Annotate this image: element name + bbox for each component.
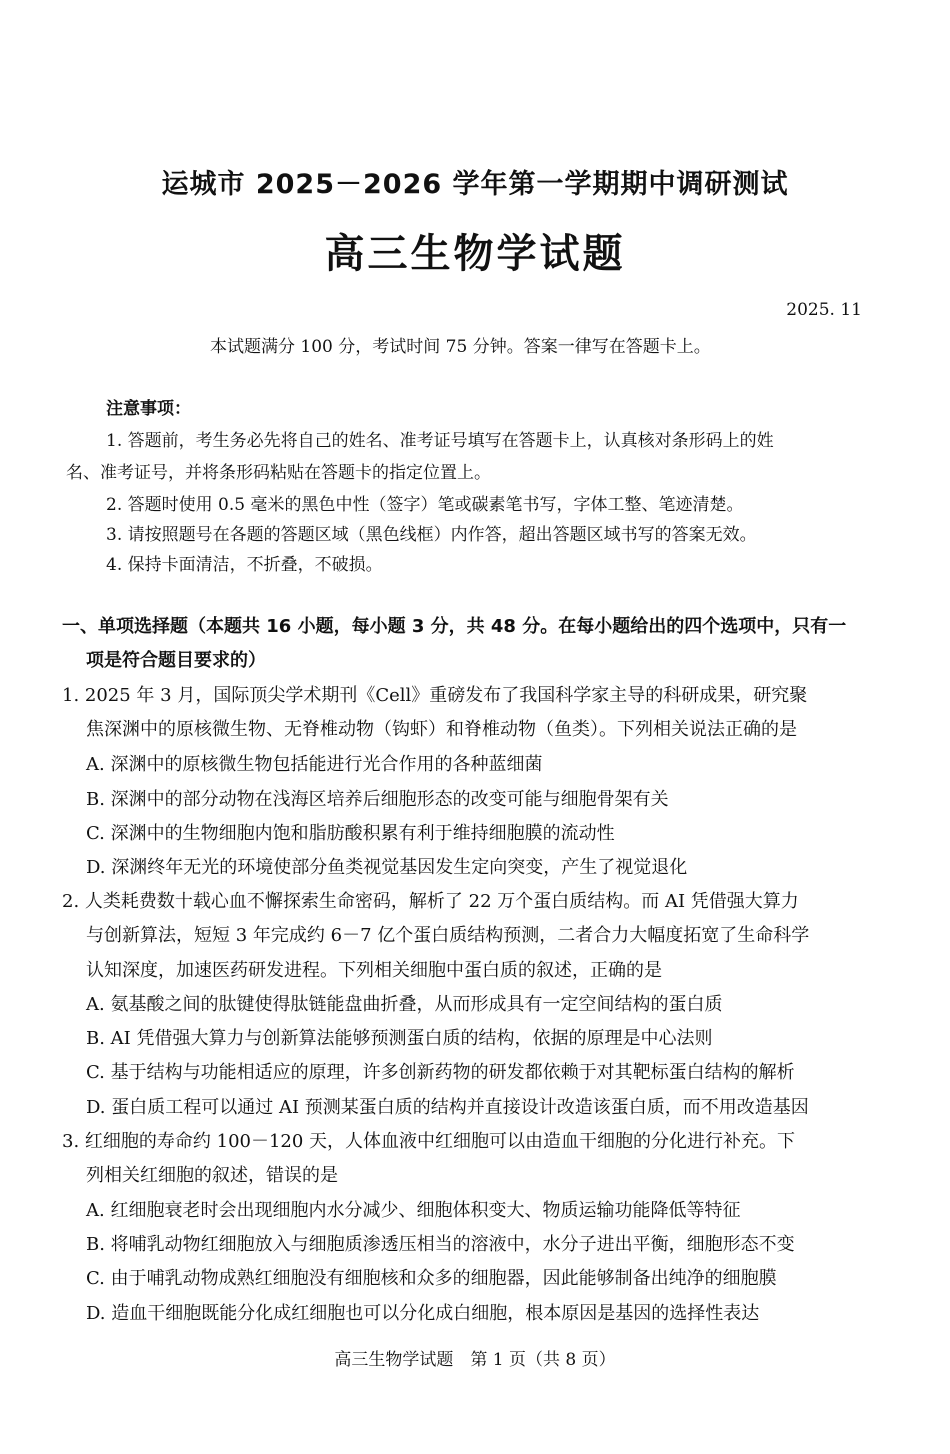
- question-2-option-a: A. 氨基酸之间的肽键使得肽链能盘曲折叠，从而形成具有一定空间结构的蛋白质: [86, 994, 723, 1015]
- section-heading-cont: 项是符合题目要求的）: [86, 650, 266, 671]
- page-footer: 高三生物学试题 第 1 页（共 8 页）: [334, 1350, 616, 1370]
- notice-line: 名、准考证号，并将条形码粘贴在答题卡的指定位置上。: [66, 463, 491, 483]
- notice-line: 3. 请按照题号在各题的答题区域（黑色线框）内作答，超出答题区域书写的答案无效。: [106, 525, 757, 545]
- notice-line: 4. 保持卡面清洁，不折叠，不破损。: [106, 555, 383, 575]
- question-3-option-a: A. 红细胞衰老时会出现细胞内水分减少、细胞体积变大、物质运输功能降低等特征: [86, 1200, 741, 1221]
- question-1-option-a: A. 深渊中的原核微生物包括能进行光合作用的各种蓝细菌: [86, 754, 543, 775]
- question-3-stem-cont: 列相关红细胞的叙述，错误的是: [86, 1165, 338, 1186]
- notice-line: 1. 答题前，考生务必先将自己的姓名、准考证号填写在答题卡上，认真核对条形码上的姓: [106, 431, 774, 451]
- question-1-option-d: D. 深渊终年无光的环境使部分鱼类视觉基因发生定向突变，产生了视觉退化: [86, 857, 688, 878]
- exam-title-line1: 运城市 2025－2026 学年第一学期期中调研测试: [161, 169, 789, 200]
- question-1-stem-cont: 焦深渊中的原核微生物、无脊椎动物（钩虾）和脊椎动物（鱼类）。下列相关说法正确的是: [86, 719, 797, 740]
- question-3-option-c: C. 由于哺乳动物成熟红细胞没有细胞核和众多的细胞器，因此能够制备出纯净的细胞膜: [86, 1268, 777, 1289]
- question-2-stem: 2. 人类耗费数十载心血不懈探索生命密码，解析了 22 万个蛋白质结构。而 AI 凭借强大算力: [62, 891, 799, 912]
- question-2-option-d: D. 蛋白质工程可以通过 AI 预测某蛋白质的结构并直接设计改造该蛋白质，而不用改造基因: [86, 1097, 809, 1118]
- question-2-option-c: C. 基于结构与功能相适应的原理，许多创新药物的研发都依赖于对其靶标蛋白结构的解析: [86, 1062, 795, 1083]
- question-3-option-d: D. 造血干细胞既能分化成红细胞也可以分化成白细胞，根本原因是基因的选择性表达: [86, 1303, 760, 1324]
- question-1-stem: 1. 2025 年 3 月，国际顶尖学术期刊《Cell》重磅发布了我国科学家主导的科研成果，研究聚: [62, 685, 808, 706]
- question-3-stem: 3. 红细胞的寿命约 100－120 天，人体血液中红细胞可以由造血干细胞的分化进行补充。下: [62, 1131, 796, 1152]
- question-2-stem-cont: 认知深度，加速医药研发进程。下列相关细胞中蛋白质的叙述，正确的是: [86, 960, 662, 981]
- question-1-option-b: B. 深渊中的部分动物在浅海区培养后细胞形态的改变可能与细胞骨架有关: [86, 789, 669, 810]
- question-2-stem-cont: 与创新算法，短短 3 年完成约 6－7 亿个蛋白质结构预测，二者合力大幅度拓宽了生命科学: [86, 925, 810, 946]
- exam-title-line2: 高三生物学试题: [324, 230, 626, 277]
- exam-date: 2025. 11: [786, 300, 862, 320]
- section-heading: 一、单项选择题（本题共 16 小题，每小题 3 分，共 48 分。在每小题给出的四个选项中，只有一: [62, 616, 847, 637]
- question-2-option-b: B. AI 凭借强大算力与创新算法能够预测蛋白质的结构，依据的原理是中心法则: [86, 1028, 713, 1049]
- question-1-option-c: C. 深渊中的生物细胞内饱和脂肪酸积累有利于维持细胞膜的流动性: [86, 823, 615, 844]
- notice-line: 2. 答题时使用 0.5 毫米的黑色中性（签字）笔或碳素笔书写，字体工整、笔迹清楚。: [106, 495, 744, 515]
- notice-heading: 注意事项：: [106, 399, 191, 419]
- question-3-option-b: B. 将哺乳动物红细胞放入与细胞质渗透压相当的溶液中，水分子进出平衡，细胞形态不变: [86, 1234, 795, 1255]
- exam-intro: 本试题满分 100 分，考试时间 75 分钟。答案一律写在答题卡上。: [210, 337, 711, 357]
